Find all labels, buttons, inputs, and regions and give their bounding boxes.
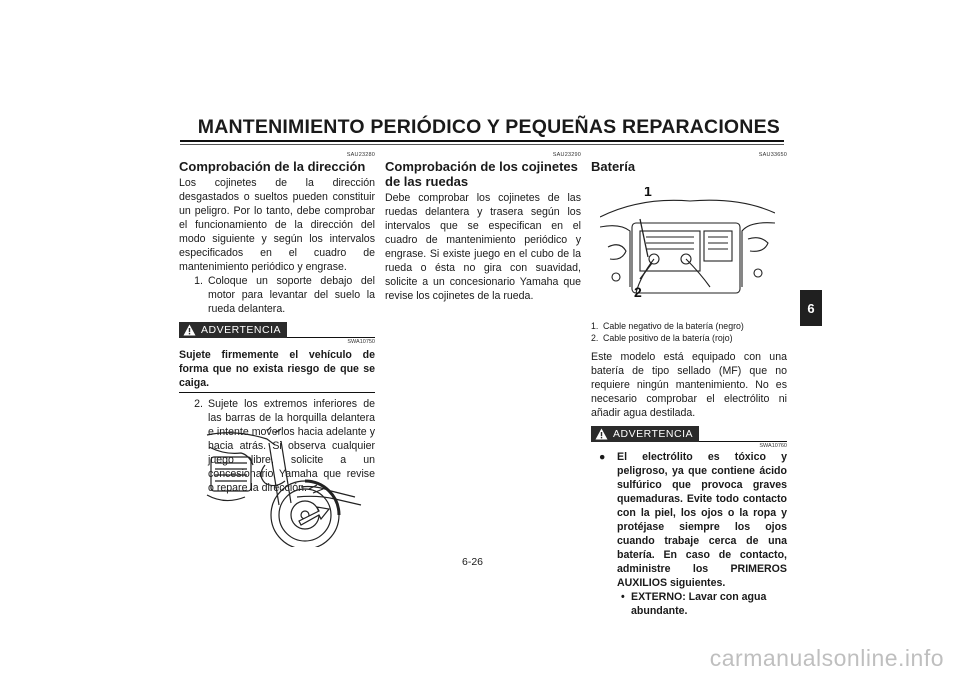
step-item — [179, 274, 375, 316]
step-number: 2. — [194, 398, 203, 410]
warning-code: SWA10760 — [759, 443, 787, 449]
bullet-text: El electrólito es tóxico y peligroso, ya que contiene ácido sulfúrico que provoca graves quemaduras. Evite todo contacto con la piel, los ojos o la ropa y protéjase siempre los ojos cuando trabaje cerca de una batería. En caso de contacto, administre los PRIMEROS AUXILIOS siguientes. — [617, 451, 787, 589]
sub-bullet-icon: • — [621, 591, 625, 603]
warning-rule — [699, 441, 787, 442]
warning-text: Sujete firmemente el vehículo de forma que no exista riesgo de que se caiga. — [179, 349, 375, 389]
warning-bullet — [591, 450, 787, 590]
column-wheel-bearings — [385, 152, 581, 303]
step-text: Sujete los extremos inferiores de las barras de la horquilla delantera e intente moverlos hacia adelante y hacia atrás. Si observa cualquier juego libre, solicite a un concesionario Yamaha que revise o repare la dirección. — [208, 398, 375, 494]
chapter-tab: 6 — [800, 290, 822, 326]
sub-bullet-text: EXTERNO: Lavar con agua abundante. — [631, 591, 767, 617]
section-body: Este modelo está equipado con una batería de tipo sellado (MF) que no requiere ningún mantenimiento. No es necesario comprobar el electrólito ni añadir agua destilada. — [591, 351, 787, 419]
caption-text: Cable positivo de la batería (rojo) — [603, 333, 733, 343]
warning-label: ADVERTENCIA — [201, 324, 281, 336]
section-code: SAU23280 — [346, 152, 375, 158]
front-fork-illustration — [205, 425, 365, 547]
warning-badge — [179, 322, 287, 338]
page-title: MANTENIMIENTO PERIÓDICO Y PEQUEÑAS REPARACIONES — [197, 116, 780, 138]
caption-text: Cable negativo de la batería (negro) — [603, 321, 744, 331]
figure-caption — [591, 332, 787, 344]
section-code: SAU33650 — [758, 152, 787, 158]
section-title: Batería — [591, 159, 636, 174]
warning-badge — [591, 426, 699, 442]
warning-code: SWA10750 — [347, 339, 375, 345]
header-rule — [180, 140, 784, 142]
bullet-icon: ● — [599, 451, 606, 463]
warning-header — [179, 322, 375, 338]
page-number: 6-26 — [462, 556, 484, 568]
battery-illustration — [600, 187, 775, 299]
caption-number: 1. — [591, 321, 599, 331]
section-code: SAU23290 — [552, 152, 581, 158]
caption-number: 2. — [591, 333, 599, 343]
warning-rule — [287, 337, 375, 338]
section-body: Debe comprobar los cojinetes de las ruedas delantera y trasera según los intervalos que se especifican en el cuadro de mantenimiento periódico y engrase. Si existe juego en el cubo de la rueda o ésta no gira con suavidad, solicite a un concesionario Yamaha que revise los cojinetes de la rueda. — [385, 192, 581, 302]
warning-label: ADVERTENCIA — [613, 428, 693, 440]
warning-end-rule — [179, 392, 375, 393]
figure-caption — [591, 320, 787, 332]
callout-2: 2 — [634, 284, 642, 299]
header-rule-thin — [180, 144, 784, 145]
section-title: Comprobación de la dirección — [179, 159, 366, 174]
callout-1: 1 — [644, 187, 652, 199]
watermark: carmanualsonline.info — [709, 645, 944, 671]
warning-sub-bullet — [621, 590, 787, 618]
warning-triangle-icon — [183, 324, 196, 336]
warning-header — [591, 426, 787, 442]
warning-triangle-icon — [595, 428, 608, 440]
section-title: Comprobación de los cojinetes de las ruedas — [385, 159, 578, 189]
step-number: 1. — [194, 275, 203, 287]
section-intro: Los cojinetes de la dirección desgastados o sueltos pueden constituir un peligro. Por lo tanto, debe comprobar el funcionamiento de la dirección del modo siguiente y según los intervalos especificados en el cuadro de mantenimiento periódico y engrase. — [179, 177, 375, 273]
step-text: Coloque un soporte debajo del motor para levantar del suelo la rueda delantera. — [208, 275, 375, 315]
